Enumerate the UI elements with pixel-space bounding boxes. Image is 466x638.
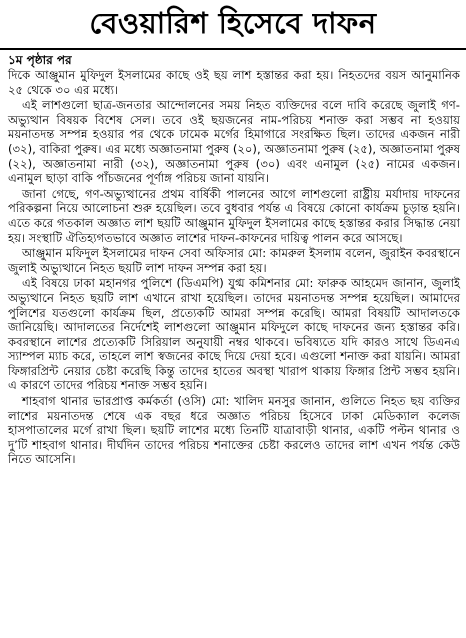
paragraph-5: এই বিষয়ে ঢাকা মহানগর পুলিশে (ডিএমপি) যুগ্ম কমিশনার মো: ফারুক আহমেদ জানান, জুলাই অভ্যুত্থানে নিহত ছয়টি লাশ এখানে রাখা হয়েছিল। তাদের ময়নাতদন্ত সম্পন্ন হয়েছিল। আমাদের পুলিশের যতগুলো কার্যক্রম ছিল, প্রত্যেকটি আমরা সম্পন্ন করেছি। আমরা বিষয়টি আদালতকে জানিয়েছি। আদালতের নির্দেশেই লাশগুলো আঞ্জুমান মফিদুলে কাছে দাফনের জন্য হস্তান্তর করি। কবরস্থানে লাশের প্রত্যেকটি সিরিয়াল অনুযায়ী নম্বর থাকবে। ভবিষ্যতে যদি কারও সাথে ডিএনএ স্যাম্পল ম্যাচ করে, তাহলে লাশ স্বজনের কাছে দিয়ে দেয়া হবে। এগুলো শনাক্ত করা যায়নি। আমরা ফিঙ্গারপ্রিন্ট নেয়ার চেষ্টা করেছি কিন্তু তাদের হাতের অবস্থা খারাপ থাকায় ফিঙ্গার প্রিন্ট সম্ভব হয়নি। এ কারণে তাদের পরিচয় শনাক্ত সম্ভব হয়নি। <box>8 276 460 393</box>
headline: বেওয়ারিশ হিসেবে দাফন <box>0 4 466 50</box>
paragraph-3: জানা গেছে, গণ-অভ্যুত্থানের প্রথম বার্ষিকী পালনের আগে লাশগুলো রাষ্ট্রীয় মর্যাদায় দাফনের পরিকল্পনা নিয়ে আলোচনা শুরু হয়েছিল। তবে বুধবার পর্যন্ত এ বিষয়ে কোনো কার্যক্রম চূড়ান্ত হয়নি। এতে করে গতকাল অজ্ঞাত লাশ ছয়টি আঞ্জুমান মুফিদুল ইসলামের কাছে হস্তান্তর করার সিদ্ধান্ত নেয়া হয়। সংস্থাটি ঐতিহ্যগতভাবে অজ্ঞাত লাশের দাফন-কাফনের দায়িত্ব পালন করে আসছে। <box>8 186 460 245</box>
paragraph-4: আঞ্জুমান মফিদুল ইসলামের দাফন সেবা অফিসার মো: কামরুল ইসলাম বলেন, জুরাইন কবরস্থানে জুলাই অভ্যুত্থানে নিহত ছয়টি লাশ দাফন সম্পন্ন করা হয়। <box>8 246 460 275</box>
article-body <box>0 50 466 467</box>
paragraph-6: শাহবাগ থানার ভারপ্রাপ্ত কর্মকর্তা (ওসি) মো: খালিদ মনসুর জানান, গুলিতে নিহত ছয় ব্যক্তির লাশের ময়নাতদন্ত শেষে এক বছর ধরে অজ্ঞাত পরিচয় হিসেবে ঢাকা মেডিক্যাল কলেজ হাসপাতালের মর্গে রাখা ছিল। ছয়টি লাশের মধ্যে তিনটি যাত্রাবাড়ী থানার, একটি পল্টন থানার ও দু’টি শাহবাগ থানার। দীর্ঘদিন তাদের পরিচয় শনাক্তের চেষ্টা করলেও তাদের লাশ এখন পর্যন্ত কেউ নিতে আসেনি। <box>8 394 460 467</box>
continued-label: ১ম পৃষ্ঠার পর <box>8 53 72 67</box>
paragraph-2: এই লাশগুলো ছাত্র-জনতার আন্দোলনের সময় নিহত ব্যক্তিদের বলে দাবি করেছে জুলাই গণ-অভ্যুত্থান বিষয়ক বিশেষ সেল। তবে ওই ছয়জনের নাম-পরিচয় শনাক্ত করা সম্ভব না হওয়ায় ময়নাতদন্ত সম্পন্ন হওয়ার পর থেকে ঢামেক মর্গের হিমাগারে সংরক্ষিত ছিল। তাদের একজন নারী (৩২), বাকিরা পুরুষ। এর মধ্যে অজ্ঞাতনামা পুরুষ (২০), অজ্ঞাতনামা পুরুষ (২৫), অজ্ঞাতনামা পুরুষ (২২), অজ্ঞাতনামা নারী (৩২), অজ্ঞাতনামা পুরুষ (৩০) এবং এনামুল (২৫) নামের একজন। এনামুল ছাড়া বাকি পাঁচজনের পূর্ণাঙ্গ পরিচয় জানা যায়নি। <box>8 98 460 186</box>
paragraph-1: দিকে আঞ্জুমান মুফিদুল ইসলামের কাছে ওই ছয় লাশ হস্তান্তর করা হয়। নিহতদের বয়স আনুমানিক ২৫ থেকে ৩০ এর মধ্যে। <box>8 68 460 97</box>
